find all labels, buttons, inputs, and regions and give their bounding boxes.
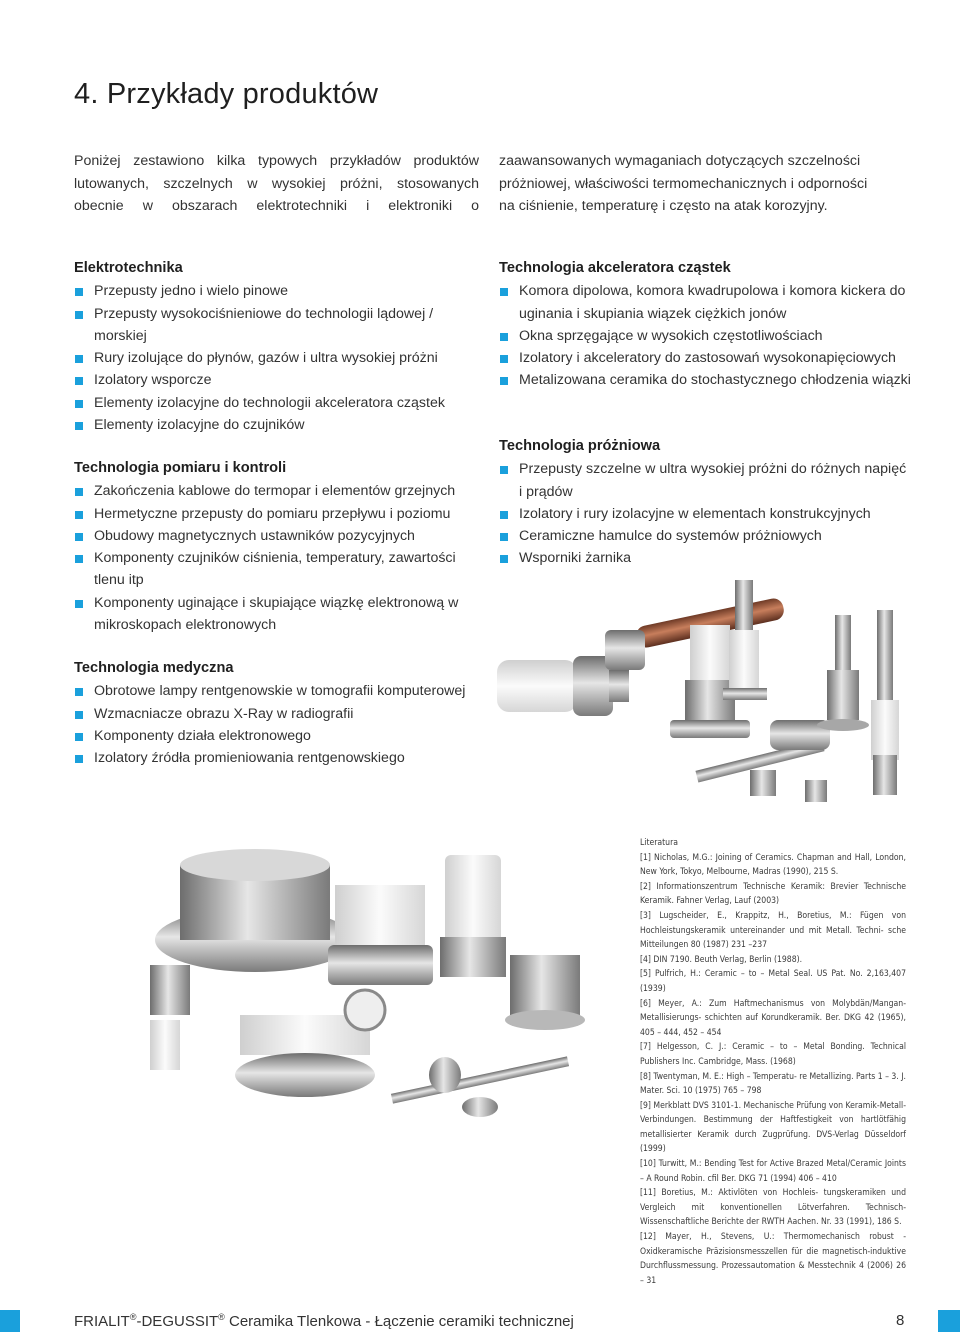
bullet-list <box>499 458 911 569</box>
list-item: Przepusty wysokociśnieniowe do technologii lądowej / morskiej <box>74 303 486 348</box>
registered-mark: ® <box>218 1312 225 1322</box>
list-item: Przepusty szczelne w ultra wysokiej próżni do różnych napięć i prądów <box>499 458 911 503</box>
section-heading: Technologia pomiaru i kontroli <box>74 460 287 476</box>
list-item: Obrotowe lampy rentgenowskie w tomografii komputerowej <box>74 680 486 702</box>
reference-item: [6] Meyer, A.: Zum Haftmechanismus von Molybdän/Mangan-Metallisierungs- schichten auf Korundkeramik. Ber. DKG 42 (1965), 405 – 444, 452 – 454 <box>640 998 906 1038</box>
intro-left <box>74 150 479 218</box>
reference-item: [9] Merkblatt DVS 3101-1. Mechanische Prüfung von Keramik-Metall-Verbindungen. Bestimmung der Haftfestigkeit von hartlötfähig metallisierter Keramik durch Zugprüfung. DVS-Verlag Düsseldorf (1999) <box>640 1100 906 1155</box>
reference-item: [7] Helgesson, C. J.: Ceramic – to – Metal Bonding. Technical Publishers Inc. Cambridge, Mass. (1968) <box>640 1042 906 1067</box>
reference-item: [3] Lugscheider, E., Krappitz, H., Boretius, M.: Fügen von Hochleistungskeramik untereinander und mit Metall. Techni- sche Mitteilungen 80 (1987) 231 –237 <box>640 910 906 951</box>
list-item: Izolatory i rury izolacyjne w elementach konstrukcyjnych <box>499 503 911 525</box>
list-item: Komora dipolowa, komora kwadrupolowa i komora kickera do uginania i skupiania wiązek ciężkich jonów <box>499 280 911 325</box>
list-item: Okna sprzęgające w wysokich częstotliwościach <box>499 325 911 347</box>
list-item: Zakończenia kablowe do termopar i elementów grzejnych <box>74 480 486 502</box>
section-heading: Technologia akceleratora cząstek <box>499 260 731 276</box>
reference-item: [10] Turwitt, M.: Bending Test for Active Brazed Metal/Ceramic Joints – A Round Robin. cfil Ber. DKG 71 (1994) 406 – 410 <box>640 1159 906 1184</box>
list-item: Rury izolujące do płynów, gazów i ultra wysokiej próżni <box>74 347 486 369</box>
reference-item: [5] Pulfrich, H.: Ceramic – to – Metal Seal. US Pat. No. 2,163,407 (1939) <box>640 969 906 994</box>
section-elektrotechnika <box>74 257 486 436</box>
intro-right <box>499 150 911 218</box>
page-number: 8 <box>896 1312 905 1329</box>
list-item: Izolatory wsporcze <box>74 369 486 391</box>
intro-line: zaawansowanych wymaganiach dotyczących szczelności <box>499 153 861 169</box>
intro-line: obecnie w obszarach elektrotechniki i elektroniki o <box>74 198 479 214</box>
list-item: Izolatory i akceleratory do zastosowań wysokonapięciowych <box>499 347 911 369</box>
references-title: Literatura <box>640 838 679 848</box>
section-heading: Technologia próżniowa <box>499 438 661 454</box>
bullet-list <box>74 680 486 769</box>
intro-line: lutowanych, szczelnych w wysokiej próżni, stosowanych <box>74 175 479 192</box>
list-item: Elementy izolacyjne do technologii akceleratora cząstek <box>74 392 486 414</box>
section-akcelerator <box>499 257 911 392</box>
product-photo-feedthroughs <box>150 845 590 1145</box>
reference-item: [11] Boretius, M.: Aktivlöten von Hochleis- tungskeramiken und Vergleich mit konventionellen Lötverfahren. Technisch-Wissenschaftliche Berichte der RWTH Aachen. Nr. 33 (1991), 186 S. <box>640 1188 906 1228</box>
footer-accent-bar-right <box>938 1310 960 1332</box>
section-heading: Elektrotechnika <box>74 260 183 276</box>
reference-item: [2] Informationszentrum Technische Keramik: Brevier Technische Keramik. Fahner Verlag, Lauf (2003) <box>640 881 906 907</box>
footer-subtitle: Ceramika Tlenkowa - Łączenie ceramiki technicznej <box>224 1313 574 1330</box>
bullet-list <box>499 280 911 391</box>
reference-item: [8] Twentyman, M. E.: High – Temperatu- re Metallizing. Parts 1 – 3. J. Mater. Sci. 10 (1975) 765 – 798 <box>640 1071 906 1097</box>
page-title: 4. Przykłady produktów <box>74 78 379 110</box>
section-heading: Technologia medyczna <box>74 660 234 676</box>
registered-mark: ® <box>129 1312 137 1322</box>
bullet-list <box>74 280 486 436</box>
product-photo-accelerator <box>485 570 915 815</box>
list-item: Przepusty jedno i wielo pinowe <box>74 280 486 302</box>
list-item: Ceramiczne hamulce do systemów próżniowych <box>499 525 911 547</box>
reference-item: [1] Nicholas, M.G.: Joining of Ceramics. Chapman and Hall, London, New York, Tokyo, Melbourne, Madras (1990), 215 S. <box>640 852 906 878</box>
brand-name: -DEGUSSIT <box>136 1313 219 1330</box>
references <box>640 836 906 1288</box>
list-item: Komponenty uginające i skupiające wiązkę elektronową w mikroskopach elektronowych <box>74 592 486 637</box>
list-item: Elementy izolacyjne do czujników <box>74 414 486 436</box>
list-item: Komponenty czujników ciśnienia, temperatury, zawartości tlenu itp <box>74 547 486 592</box>
reference-item: [4] DIN 7190. Beuth Verlag, Berlin (1988). <box>640 954 803 965</box>
brand-name: FRIALIT <box>74 1313 130 1330</box>
bullet-list <box>74 480 486 636</box>
reference-item: [12] Mayer, H., Stevens, U.: Thermomechanisch robust - Oxidkeramische Präzisionsmesszellen für die magnetisch-induktive Durchflussmessung. Prozessautomation & Messtechnik 4 (2006) 26 – 31 <box>640 1232 906 1286</box>
section-pomiar <box>74 457 486 636</box>
list-item: Izolatory źródła promieniowania rentgenowskiego <box>74 747 486 769</box>
footer-title <box>74 1312 574 1330</box>
list-item: Wsporniki żarnika <box>499 547 911 569</box>
list-item: Wzmacniacze obrazu X-Ray w radiografii <box>74 703 486 725</box>
footer-accent-bar-left <box>0 1310 20 1332</box>
section-medyczna <box>74 657 486 769</box>
section-prozniowa <box>499 435 911 570</box>
list-item: Obudowy magnetycznych ustawników pozycyjnych <box>74 525 486 547</box>
intro-line: na ciśnienie, temperaturę i często na atak korozyjny. <box>499 198 828 214</box>
list-item: Komponenty działa elektronowego <box>74 725 486 747</box>
intro-line: próżniowej, właściwości termomechanicznych i odporności <box>499 175 868 192</box>
list-item: Metalizowana ceramika do stochastycznego chłodzenia wiązki <box>499 369 911 391</box>
list-item: Hermetyczne przepusty do pomiaru przepływu i poziomu <box>74 503 486 525</box>
intro-line: Poniżej zestawiono kilka typowych przykładów produktów <box>74 153 479 169</box>
